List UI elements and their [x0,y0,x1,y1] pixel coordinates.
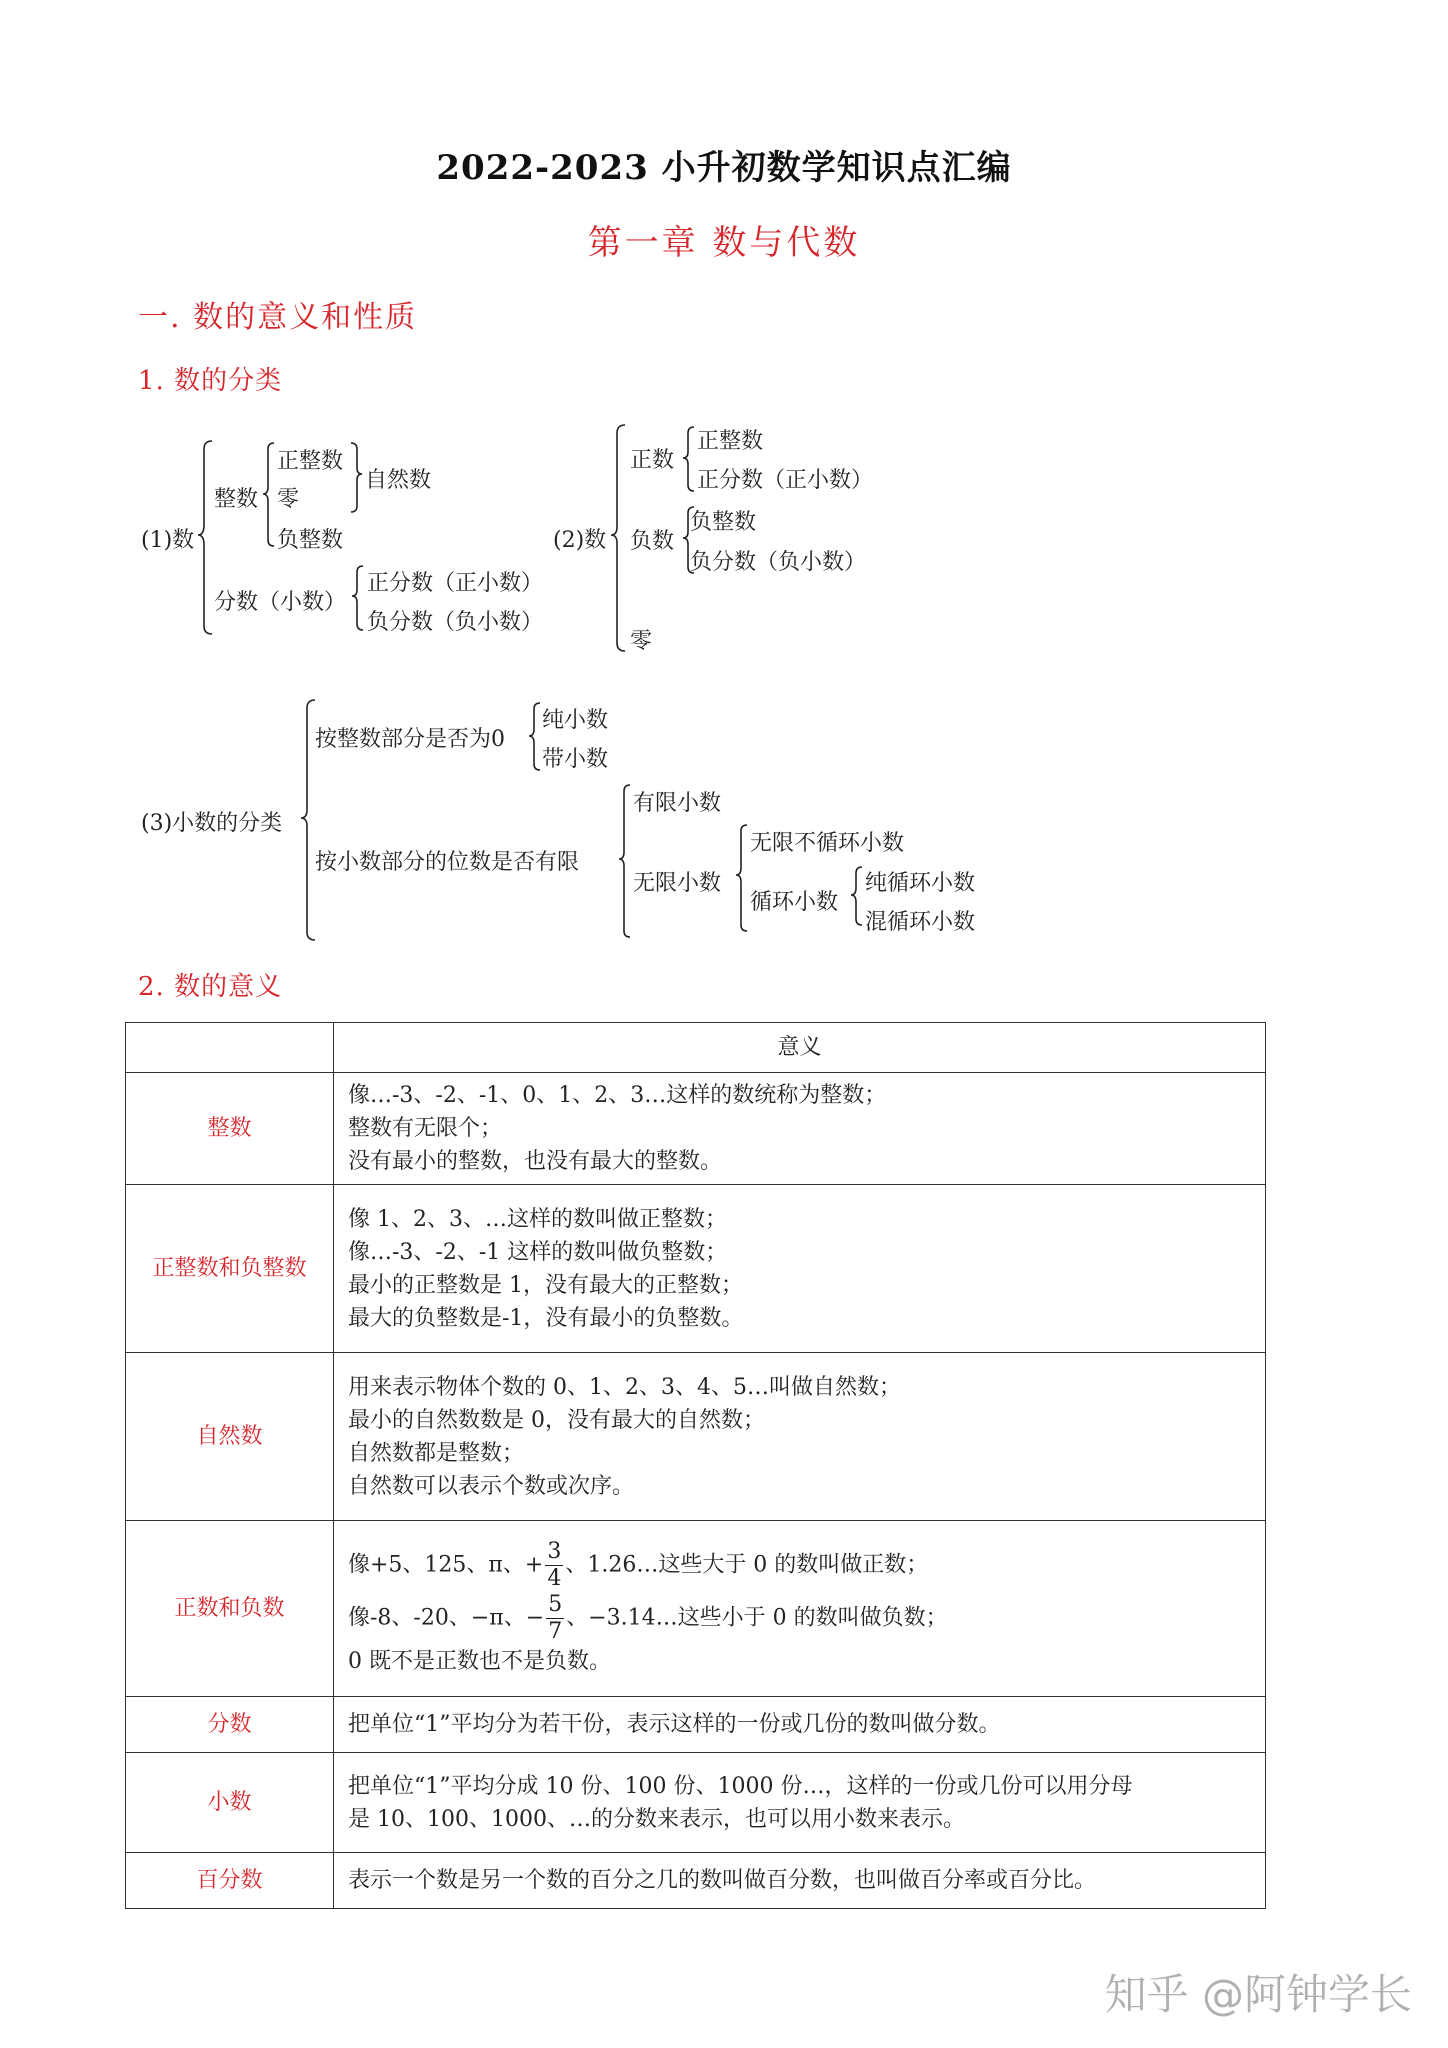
diagram1-integer: 整数 [214,487,259,512]
diagram2-positive: 正数 [630,448,675,473]
definition-line: 自然数都是整数； [348,1440,525,1466]
fraction-denominator: 7 [548,1619,563,1644]
diagram2-positive-integer: 正整数 [697,429,764,454]
definition-line: 整数有无限个； [348,1116,503,1141]
diagram1-root: (1)数 [141,528,195,553]
table-row-term: 自然数 [126,1353,334,1521]
diagram3-repeating: 循环小数 [750,890,839,915]
table-header-empty [126,1023,334,1073]
diagram1-fraction: 分数（小数） [214,590,347,615]
diagram3-root: (3)小数的分类 [141,811,283,836]
section-title: 一. 数的意义和性质 [138,300,418,335]
table-row [126,1853,1266,1909]
table-row [126,1697,1266,1753]
diagram1-positive-fraction: 正分数（正小数） [367,571,544,596]
definition-line: 0 既不是正数也不是负数。 [348,1649,611,1674]
definition-line: 最大的负整数是-1，没有最小的负整数。 [348,1305,744,1331]
definition-line: 没有最小的整数，也没有最大的整数。 [348,1149,723,1174]
definition-line: 是 10、100、1000、…的分数来表示，也可以用小数来表示。 [348,1806,965,1832]
fraction-numerator: 5 [548,1592,563,1617]
table-row [126,1073,1266,1185]
diagram3-by-decimal-places: 按小数部分的位数是否有限 [315,850,580,875]
diagram1-negative-integer: 负整数 [277,528,344,553]
table-row [126,1521,1266,1697]
definition-line: 像 1、2、3、…这样的数叫做正整数； [348,1206,727,1232]
diagram3-pure-decimal: 纯小数 [542,708,609,733]
fraction-numerator: 3 [547,1539,562,1564]
table-header-meaning: 意义 [334,1023,1266,1073]
table-row [126,1353,1266,1521]
table-row-definition [334,1853,1266,1909]
diagram3-finite: 有限小数 [633,791,722,816]
diagram2-negative-fraction: 负分数（负小数） [690,550,867,575]
definition-line [348,1539,1251,1592]
definition-line: 用来表示物体个数的 0、1、2、3、4、5…叫做自然数； [348,1374,901,1400]
table-row-term: 整数 [126,1073,334,1185]
definition-line: 表示一个数是另一个数的百分之几的数叫做百分数，也叫做百分率或百分比。 [348,1868,1097,1893]
table-row-term: 小数 [126,1753,334,1853]
diagram1-natural-number: 自然数 [365,468,432,493]
zhihu-watermark: 知乎 @阿钟学长 [1104,1970,1412,2019]
diagram2-positive-fraction: 正分数（正小数） [697,468,874,493]
chapter-title: 第一章 数与代数 [587,223,861,263]
table-row-definition [334,1073,1266,1185]
diagram3-by-integer-part: 按整数部分是否为0 [315,727,505,752]
table-row-definition [334,1353,1266,1521]
fraction-five-sevenths [546,1592,564,1645]
diagram3-mixed-decimal: 带小数 [542,747,609,772]
definition-line: 把单位“1”平均分成 10 份、100 份、1000 份…，这样的一份或几份可以用分母 [348,1773,1133,1799]
meaning-table [125,1022,1266,1909]
diagram3-pure-repeating: 纯循环小数 [865,871,976,896]
table-row-definition [334,1697,1266,1753]
diagram2-root: (2)数 [553,528,607,553]
table-row-definition [334,1753,1266,1853]
diagram3-mixed-repeating: 混循环小数 [865,910,976,935]
definition-line: 把单位“1”平均分为若干份，表示这样的一份或几份的数叫做分数。 [348,1712,1001,1737]
definition-line: 最小的自然数数是 0，没有最大的自然数； [348,1407,765,1433]
diagram2-negative-integer: 负整数 [690,510,757,535]
definition-text: 像-8、-20、−π、− [348,1605,545,1631]
table-row-term: 正数和负数 [126,1521,334,1697]
definition-line: 像…-3、-2、-1、0、1、2、3…这样的数统称为整数； [348,1083,887,1108]
subsection-meaning: 2. 数的意义 [138,972,283,1002]
diagram3-braces [0,0,1,1]
fraction-three-quarters [545,1539,563,1592]
fraction-denominator: 4 [547,1566,562,1591]
diagram2-negative: 负数 [630,529,675,554]
table-row-definition [334,1521,1266,1697]
table-row [126,1185,1266,1353]
definition-line: 自然数可以表示个数或次序。 [348,1473,635,1499]
table-row-term: 百分数 [126,1853,334,1909]
diagram1-negative-fraction: 负分数（负小数） [367,610,544,635]
definition-text: 、−3.14…这些小于 0 的数叫做负数； [566,1605,948,1631]
diagram3-infinite: 无限小数 [633,871,722,896]
diagram1-positive-integer: 正整数 [277,449,344,474]
table-row [126,1753,1266,1853]
diagram2-zero: 零 [630,629,653,654]
table-row-term: 正整数和负整数 [126,1185,334,1353]
table-header-row [126,1023,1266,1073]
table-row-definition [334,1185,1266,1353]
definition-line: 最小的正整数是 1，没有最大的正整数； [348,1272,743,1298]
subsection-classification: 1. 数的分类 [138,366,283,396]
diagram3-non-repeating: 无限不循环小数 [750,831,905,856]
diagram1-zero: 零 [277,487,300,512]
table-row-term: 分数 [126,1697,334,1753]
definition-text: 像+5、125、π、+ [348,1552,544,1578]
definition-line [348,1592,1251,1645]
definition-line: 像…-3、-2、-1 这样的数叫做负整数； [348,1239,728,1265]
definition-text: 、1.26…这些大于 0 的数叫做正数； [565,1552,929,1578]
document-title: 2022-2023 小升初数学知识点汇编 [436,148,1012,188]
